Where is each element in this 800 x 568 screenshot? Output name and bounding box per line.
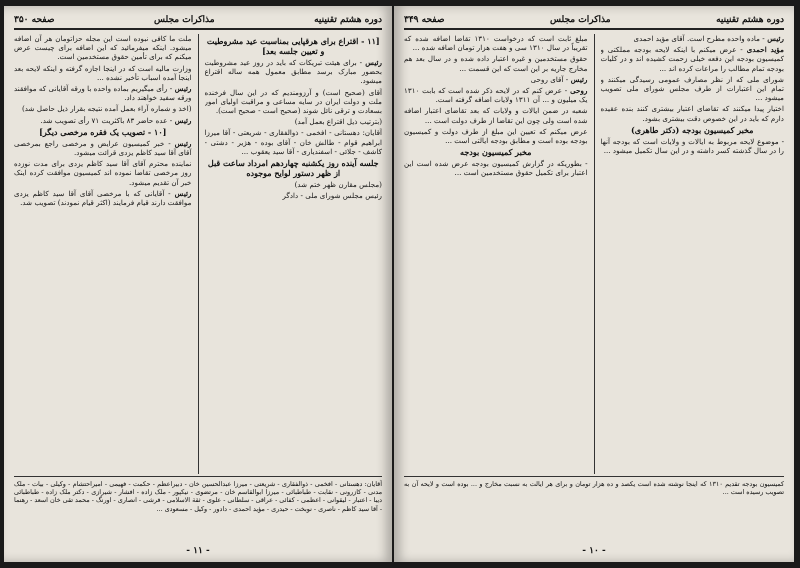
right-page-folio: - ۱۰ - bbox=[582, 546, 606, 556]
paragraph bbox=[14, 189, 192, 207]
speaker-name: رئیس bbox=[568, 74, 588, 84]
paragraph-text: اختیار پیدا میکنند که تقاضای اعتبار بیشتری کنند بنده عقیده دارم که باید در این خصوص دقت بیشتری بشود. bbox=[600, 104, 784, 123]
header-page-number: صفحه ۳۵۰ bbox=[14, 15, 55, 25]
section-heading: [۱۰ - تصویب یک فقره مرخصی دیگر] bbox=[39, 126, 167, 137]
paragraph bbox=[404, 34, 588, 52]
section-heading: مخبر کمیسیون بودجه bbox=[460, 147, 532, 158]
left-page-folio: - ۱۱ - bbox=[186, 546, 210, 556]
right-page-columns bbox=[404, 34, 784, 474]
paragraph bbox=[601, 104, 785, 122]
column-divider bbox=[594, 34, 595, 474]
paragraph-text: - رأی میگیریم بماده واحده با ورقه آقایانی که موافقند ورقه سفید خواهند داد. bbox=[14, 84, 192, 103]
paragraph-text: وزارت مالیه است که در اینجا اجازه گرفته و اینکه لایحه بعد اینجا آمده اسباب تأخیر نشده ... bbox=[14, 63, 192, 82]
left-page bbox=[4, 6, 392, 562]
paragraph-text: - ماده واحده مطرح است. آقای مؤید احمدی bbox=[633, 34, 765, 43]
paragraph bbox=[404, 86, 588, 104]
paragraph-text: - موضوع لایحه مربوط به ایالات و ولایات است که بودجه آنها را در سال گذشته کسر داشته و در این سال تکمیل میشود ... bbox=[600, 136, 784, 156]
header-page-number: صفحه ۳۴۹ bbox=[404, 15, 445, 25]
paragraph-text: - بطوریکه در گزارش کمیسیون بودجه عرض شده است این اعتبار برای تکمیل حقوق مستخدمین است ... bbox=[404, 159, 588, 178]
left-page-left-column bbox=[14, 34, 192, 474]
paragraph bbox=[404, 75, 588, 84]
paragraph bbox=[14, 34, 192, 62]
right-page-footnote: کمیسیون بودجه تقدیم ۱۳۱۰ که اینجا نوشته شده است یکصد و ده هزار تومان و برای هر ایالت به نسبت مخارج و ... بوده است و لایحه آن به تصویب رسیده است ... bbox=[404, 476, 784, 542]
paragraph bbox=[205, 58, 383, 86]
paragraph-text: (بترتیب ذیل اقتراع بعمل آمد) bbox=[294, 117, 382, 127]
paragraph bbox=[14, 159, 192, 187]
right-page-left-column bbox=[404, 34, 588, 474]
header-period: دوره هشتم تقنینیه bbox=[716, 15, 784, 25]
section-heading: مخبر کمیسیون بودجه (دکتر طاهری) bbox=[631, 124, 754, 135]
paragraph bbox=[205, 180, 383, 189]
section-heading: [۱۱ - اقتراع برای هرقپایی بمناسبت عید مشروطیت و تعیین جلسه بعد] bbox=[206, 36, 380, 56]
paragraph-text: شورای ملی که از نظر مصارف عمومی رسیدگی میکنند و تمام این اعتبارات از طرف مجلس شورای ملی تصویب میشود ... bbox=[600, 74, 784, 103]
speaker-name: مؤید احمدی bbox=[742, 45, 784, 55]
paragraph-text: آقایان: دهستانی - افخمی - ذوالفقاری - شریعتی - آقا میرزا ابراهیم قوام - طالش خان - آقای بوده - هژیر - دشتی - کاشف - جلائی - اسفندیاری - آقا سید یعقوب ... bbox=[204, 128, 382, 156]
paragraph-text: - عرض کنم که در لایحه ذکر شده است که بابت ۱۳۱۰ یک میلیون و ... آن ۱۳۱۱ ولایات اضافه گرفته است. bbox=[404, 86, 588, 105]
right-page-right-column bbox=[601, 34, 785, 474]
paragraph-text: آقای (صحیح است) و آرزومندیم که در این سال فرخنده ملت و دولت ایران در سایه مساعی و مراقبت اولیای امور بسعادت و ترقی نائل شوند (صحیح است - صحیح است). bbox=[204, 87, 382, 116]
paragraph-text: رئیس مجلس شورای ملی - دادگر bbox=[282, 191, 382, 201]
speaker-name: رئیس bbox=[362, 58, 382, 67]
column-divider bbox=[198, 34, 199, 474]
left-page-header bbox=[14, 12, 382, 30]
paragraph-text: حقوق مستخدمین و غیره اعتبار داده شده و در سال بعد هم مخارج جاریه بر این است که این قسمت ... bbox=[404, 54, 588, 73]
paragraph-text: شعبه در ضمن ایالات و ولایات که بعد تقاضای اعتبار اضافه شده است ولی چون این تقاضا از طرف دولت است ... bbox=[404, 106, 588, 125]
paragraph bbox=[14, 116, 192, 125]
speaker-name: رئیس bbox=[172, 84, 192, 94]
section-heading: جلسه آینده روز یکشنبه چهاردهم امرداد ساعت قبل از ظهر دستور لوایح موجوده bbox=[207, 158, 379, 179]
speaker-name: رئیس bbox=[170, 188, 192, 198]
header-title: مذاکرات مجلس bbox=[550, 15, 611, 25]
left-page-columns bbox=[14, 34, 382, 474]
left-page-footnote: آقایان: دهستانی - افخمی - ذوالفقاری - شریعتی - میرزا عبدالحسین خان - دبیراعظم - حکمت - فهیمی - امیراحتشام - وکیلی - بیات - ملک مدنی - کازرونی - نقابت - طباطبائی - میرزا ابوالقاسم خان - مرتضوی - نیکپور - ملک زاده - افشار - شیرازی - دکتر ملک زاده - طباطبائی دیبا - اعتبار - لیقوانی - اعظمی - کفائی - عراقی - سلطانی - علوی - ثقة الاسلامی - فرشی - انصاری - اورنگ - محمد تقی خان اسعد - رهنما - آقا سید کاظم - ناصری - نوبخت - حیدری - مؤید احمدی - دادور - وکیل - مسعودی ... bbox=[14, 476, 382, 542]
speaker-name: رئیس bbox=[764, 34, 784, 43]
paragraph-text: ملت ما کافی نبوده است این مجله حزاتومان هر آن اضافه میشود. اینکه میفرمائید که این اضافه برای چیست عرض میکنم که برای تأمین حقوق مستخدمین است. bbox=[14, 34, 192, 62]
paragraph bbox=[205, 88, 383, 116]
paragraph-text: (اخذ و شماره آراء بعمل آمده نتیجه بقرار ذیل حاصل شد) bbox=[21, 104, 192, 114]
header-period: دوره هشتم تقنینیه bbox=[314, 15, 382, 25]
paragraph bbox=[14, 104, 192, 113]
paragraph bbox=[205, 191, 383, 200]
paragraph-text: - عده حاضر ۸۳ باکثریت ۷۱ رأی تصویب شد. bbox=[40, 115, 173, 125]
left-page-right-column bbox=[205, 34, 383, 474]
paragraph bbox=[14, 64, 192, 82]
paragraph-text: - برای هیئت تبریکات که باید در روز عید مشروطیت بحضور مبارک برسد مطابق معمول همه ساله اقتراع میشود. bbox=[204, 58, 382, 86]
speaker-name: رئیس bbox=[170, 138, 192, 148]
paragraph bbox=[404, 54, 588, 72]
paragraph-text: - عرض میکنم با اینکه لایحه بودجه مملکتی و کمیسیون بودجه این دفعه خیلی زحمت کشیده اند و در کلیات بودجه تمام مطالب را مراعات کرده اند ... bbox=[600, 45, 784, 73]
paragraph-text: عرض میکنم که تعیین این مبلغ از طرف دولت و کمیسیون بودجه بوده است و مطابق بودجه ایالتی است ... bbox=[404, 126, 588, 146]
paragraph bbox=[601, 45, 785, 73]
speaker-name: رئیس bbox=[172, 115, 192, 125]
paragraph bbox=[601, 137, 785, 155]
paragraph-text: - آقای روحی bbox=[530, 74, 569, 84]
paragraph-text: نماینده محترم آقای آقا سید کاظم یزدی برای مدت نوزده روز مرخصی تقاضا نموده اند کمیسیون موافقت کرده اینک خبر آن تقدیم میشود. bbox=[14, 159, 192, 187]
paragraph bbox=[601, 75, 785, 103]
paragraph-text: - آقایانی که با مرخصی آقای آقا سید کاظم یزدی موافقت دارند قیام فرمایند (اکثر قیام نمودند) تصویب شد. bbox=[14, 188, 192, 208]
paragraph bbox=[404, 127, 588, 145]
paragraph bbox=[205, 128, 383, 156]
paragraph bbox=[14, 139, 192, 157]
paragraph bbox=[404, 106, 588, 124]
right-page-header bbox=[404, 12, 784, 30]
paragraph bbox=[205, 117, 383, 126]
right-page bbox=[394, 6, 794, 562]
paragraph bbox=[14, 84, 192, 102]
paragraph-text: (مجلس مقارن ظهر ختم شد) bbox=[294, 180, 382, 190]
header-title: مذاکرات مجلس bbox=[154, 15, 215, 25]
paragraph-text: مبلغ ثابت است که درخواست ۱۳۱۰ تقاضا اضافه شده که تقریباً در سال ۱۳۱۰ سی و هفت هزار تومان اضافه شده ... bbox=[404, 34, 588, 53]
paragraph-text: - خبر کمیسیون عرایض و مرخصی راجع بمرخصی آقای آقا سید کاظم یزدی قرائت میشود. bbox=[14, 138, 192, 158]
speaker-name: روحی bbox=[567, 86, 588, 96]
paragraph bbox=[601, 34, 785, 43]
paragraph bbox=[404, 159, 588, 177]
